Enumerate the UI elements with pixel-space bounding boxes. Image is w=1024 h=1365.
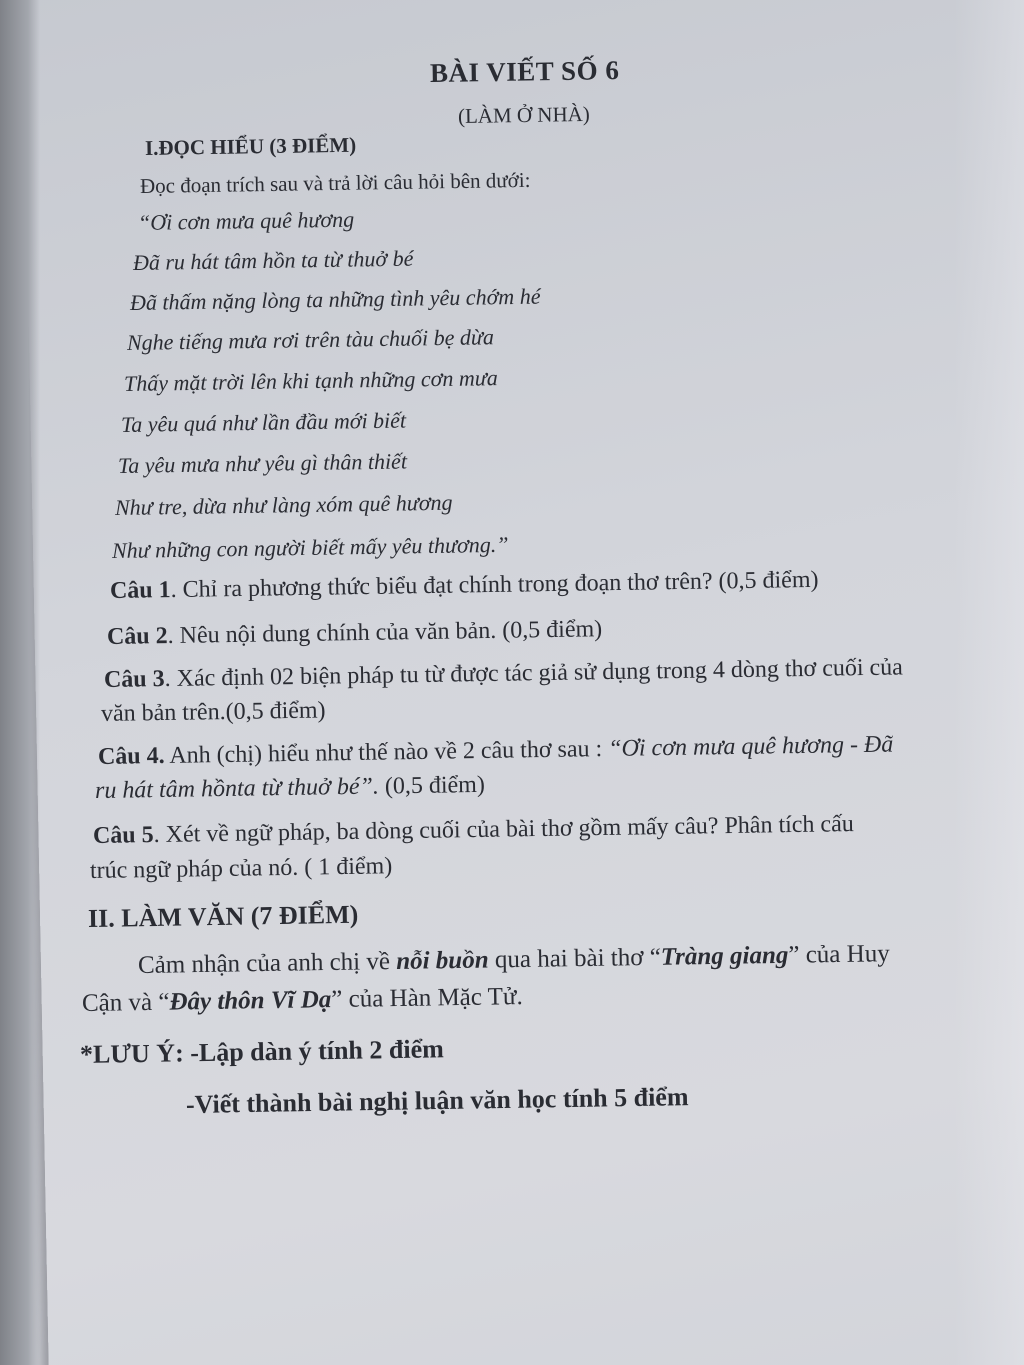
section-reading-heading: I.ĐỌC HIỂU (3 ĐIỂM) [144, 132, 357, 160]
question-3-continued: văn bản trên.(0,5 điểm) [100, 697, 326, 727]
question-5 [93, 811, 854, 850]
question-5-text: . Xét về ngữ pháp, ba dòng cuối của bài thơ gồm mấy câu? Phân tích cấu [153, 811, 854, 849]
document-subtitle: (LÀM Ở NHÀ) [457, 101, 590, 128]
question-4-quote-end: ru hát tâm hồnta từ thuở bé”. [94, 773, 380, 804]
essay-text: qua hai bài thơ “ [488, 943, 662, 974]
essay-poem-title: Đây thôn Vĩ Dạ [169, 986, 332, 1016]
poem-line: Đã ru hát tâm hồn ta từ thuở bé [132, 245, 414, 275]
essay-prompt-continued [82, 983, 523, 1018]
reading-instruction: Đọc đoạn trích sau và trả lời câu hỏi bên dưới: [139, 167, 531, 198]
essay-text: ” của Hàn Mặc Tử. [331, 983, 523, 1014]
question-3-text: . Xác định 02 biện pháp tu từ được tác giả sử dụng trong 4 dòng thơ cuối của [164, 654, 904, 693]
question-4-text: Anh (chị) hiểu như thế nào về 2 câu thơ sau : [164, 735, 609, 769]
essay-text: ” của Huy [788, 940, 890, 969]
question-5-label: Câu 5 [92, 822, 154, 849]
question-4 [98, 732, 894, 771]
essay-text: Cảm nhận của anh chị về [137, 947, 397, 979]
poem-line: Như tre, dừa như làng xóm quê hương [114, 489, 453, 520]
poem-line: Như những con người biết mấy yêu thương.” [111, 531, 509, 563]
question-2 [107, 616, 603, 651]
note-essay: -Viết thành bài nghị luận văn học tính 5 điểm [185, 1082, 689, 1119]
poem-line: Nghe tiếng mưa rơi trên tàu chuối bẹ dừa [126, 324, 495, 355]
poem-line: Thấy mặt trời lên khi tạnh những cơn mưa [123, 365, 498, 396]
essay-emphasis: nỗi buồn [395, 946, 489, 975]
question-5-continued: trúc ngữ pháp của nó. ( 1 điểm) [89, 853, 393, 884]
question-1-text: . Chỉ ra phương thức biểu đạt chính trong đoạn thơ trên? (0,5 điểm) [170, 566, 819, 604]
question-1 [110, 567, 819, 605]
poem-line: Ta yêu mưa như yêu gì thân thiết [117, 448, 408, 478]
question-4-quote: “Ơi cơn mưa quê hương - Đã [608, 731, 894, 762]
section-writing-heading: II. LÀM VĂN (7 ĐIỂM) [87, 899, 359, 933]
essay-poem-title: Tràng giang [660, 941, 789, 971]
poem-line: Đã thấm nặng lòng ta những tình yêu chớm hé [129, 283, 541, 315]
question-1-label: Câu 1 [109, 577, 171, 604]
poem-line: Ta yêu quá như lần đầu mới biết [120, 407, 407, 437]
question-4-continued [95, 772, 485, 805]
question-4-score: (0,5 điểm) [378, 771, 486, 800]
note-outline: *LƯU Ý: -Lập dàn ý tính 2 điểm [79, 1034, 444, 1069]
question-4-label: Câu 4. [97, 742, 165, 770]
question-3 [104, 654, 903, 694]
question-3-label: Câu 3 [103, 666, 165, 693]
poem-line: “Ơi cơn mưa quê hương [137, 206, 355, 235]
document-title: BÀI VIẾT SỐ 6 [429, 55, 620, 88]
question-2-label: Câu 2 [106, 623, 168, 650]
question-2-text: . Nêu nội dung chính của văn bản. (0,5 điểm) [167, 616, 603, 650]
essay-prompt [138, 940, 890, 980]
essay-text: Cận và “ [81, 988, 170, 1017]
